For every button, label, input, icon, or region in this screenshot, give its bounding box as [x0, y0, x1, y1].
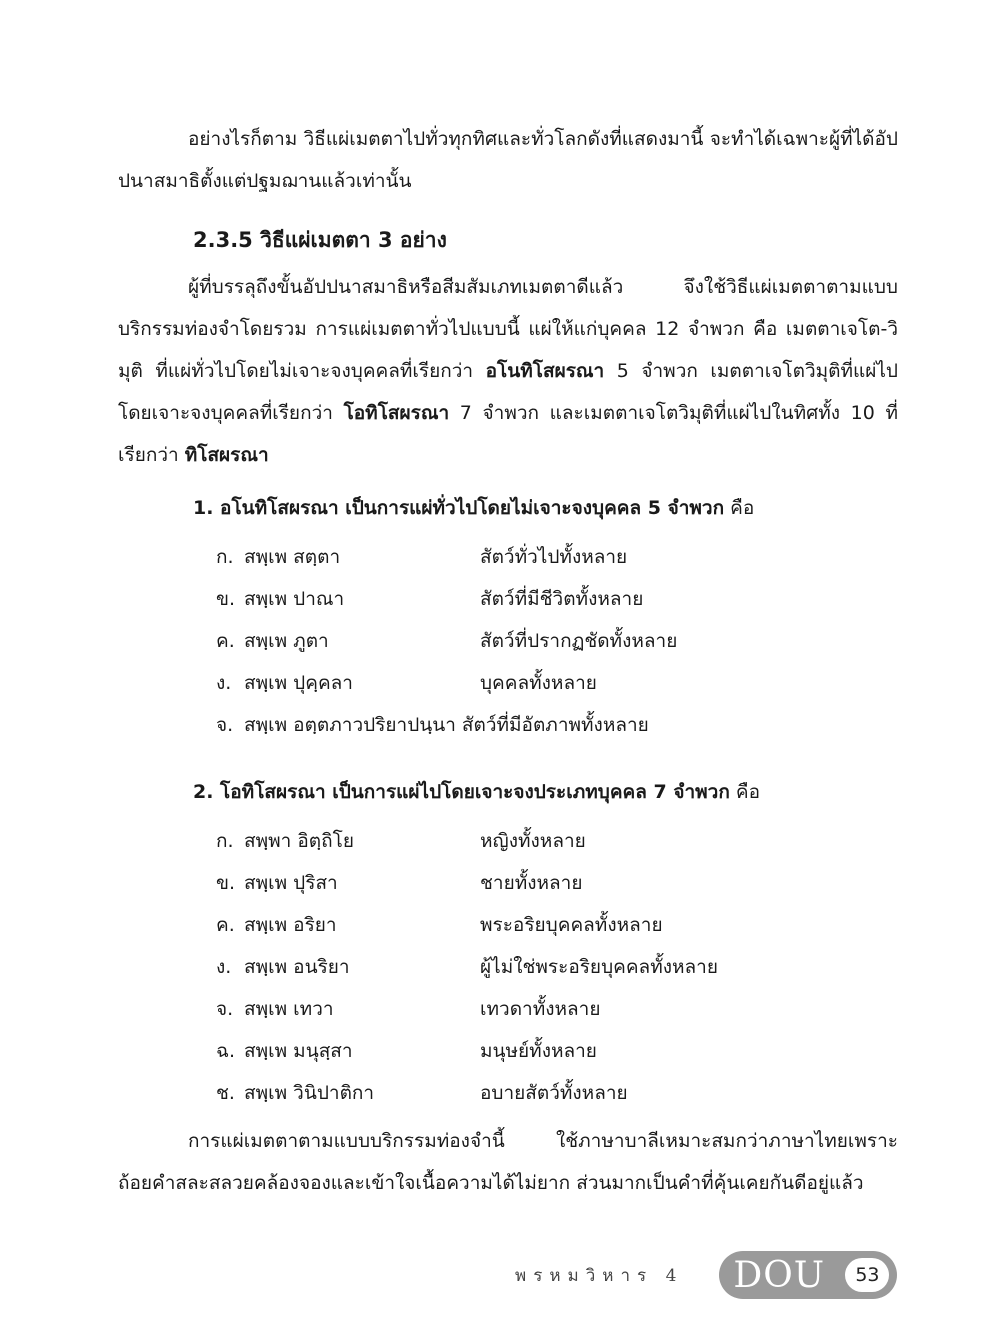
list-item	[216, 578, 898, 620]
item-meaning: บุคคลทั้งหลาย	[480, 672, 597, 694]
item-pali: สพฺเพ ปุริสา	[244, 872, 338, 894]
item-letter: ข.	[216, 588, 236, 610]
item-meaning: พระอริยบุคคลทั้งหลาย	[480, 914, 663, 936]
list-item	[216, 862, 898, 904]
list-item	[216, 904, 898, 946]
list-item	[216, 1030, 898, 1072]
item-pali: สพฺเพ อริยา	[244, 914, 337, 936]
item-meaning: หญิงทั้งหลาย	[480, 830, 586, 852]
item-letter: ช.	[216, 1082, 235, 1104]
item-meaning: มนุษย์ทั้งหลาย	[480, 1040, 597, 1062]
list-item	[216, 662, 898, 704]
item-letter: ก.	[216, 830, 234, 852]
subsection-1-title-bold: 1. อโนทิโสผรณา เป็นการแผ่ทั่วไปโดยไม่เจาะจงบุคคล 5 จำพวก	[193, 497, 725, 519]
page-number: 53	[845, 1258, 889, 1292]
section-heading: 2.3.5 วิธีแผ่เมตตา 3 อย่าง	[193, 228, 447, 252]
item-pali: สพฺเพ ภูตา	[244, 630, 329, 652]
para-text-3: 7 จำพวก และเมตตาเจโตวิมุติที่แผ่ไปในทิศทั้ง 10 ที่เรียกว่า	[118, 402, 898, 466]
item-letter: จ.	[216, 998, 234, 1020]
dou-badge	[719, 1251, 897, 1299]
item-pali: สพฺพา อิตฺถิโย	[244, 830, 354, 852]
item-pali: สพฺเพ เทวา	[244, 998, 334, 1020]
list-item	[216, 988, 898, 1030]
list-item	[216, 1072, 898, 1114]
item-pali: สพฺเพ ปุคฺคลา	[244, 672, 353, 694]
item-pali: สพฺเพ สตฺตา	[244, 546, 341, 568]
list-item	[216, 704, 898, 746]
item-meaning: สัตว์ที่มีชีวิตทั้งหลาย	[480, 588, 644, 610]
item-letter: ข.	[216, 872, 236, 894]
page-body	[118, 118, 898, 1204]
item-letter: ค.	[216, 630, 235, 652]
method-paragraph	[118, 266, 898, 476]
list-odhiso	[216, 820, 898, 1114]
item-meaning: อบายสัตว์ทั้งหลาย	[480, 1082, 628, 1104]
item-meaning: ผู้ไม่ใช่พระอริยบุคคลทั้งหลาย	[480, 956, 718, 978]
para-term-anodhiso: อโนทิโสผรณา	[485, 360, 605, 382]
item-letter: ก.	[216, 546, 234, 568]
list-item	[216, 536, 898, 578]
item-meaning: สัตว์ทั่วไปทั้งหลาย	[480, 546, 628, 568]
item-letter: ค.	[216, 914, 235, 936]
list-item	[216, 946, 898, 988]
dou-logo: DOU	[733, 1255, 826, 1296]
subsection-2-suffix: คือ	[729, 781, 761, 803]
item-meaning: สัตว์ที่มีอัตภาพทั้งหลาย	[461, 714, 649, 736]
para-text-1: ผู้ที่บรรลุถึงขั้นอัปปนาสมาธิหรือสีมสัมเภทเมตตาดีแล้ว จึงใช้วิธีแผ่เมตตาตามแบบบริกรรมท่องจำโดยรวม การแผ่เมตตาทั่วไปแบบนี้ แผ่ให้แก่บุคคล 12 จำพวก คือ เมตตาเจโต-วิมุติ ที่แผ่ทั่วไปโดยไม่เจาะจงบุคคลที่เรียกว่า	[118, 276, 898, 382]
para-term-odhiso: โอทิโสผรณา	[343, 402, 450, 424]
item-letter: ฉ.	[216, 1040, 235, 1062]
item-pali: สพฺเพ อนริยา	[244, 956, 350, 978]
page-footer	[515, 1250, 897, 1300]
footer-book-title: พรหมวิหาร 4	[515, 1265, 684, 1286]
closing-paragraph: การแผ่เมตตาตามแบบบริกรรมท่องจำนี้ ใช้ภาษาบาลีเหมาะสมกว่าภาษาไทยเพราะถ้อยคำสละสลวยคล้องจองและเข้าใจเนื้อความได้ไม่ยาก ส่วนมากเป็นคำที่คุ้นเคยกันดีอยู่แล้ว	[118, 1130, 898, 1194]
item-pali: สพฺเพ ปาณา	[244, 588, 345, 610]
item-meaning: เทวดาทั้งหลาย	[480, 998, 601, 1020]
subsection-1-suffix: คือ	[724, 497, 755, 519]
item-letter: จ.	[216, 714, 234, 736]
para-text-2: 5 จำพวก เมตตาเจโตวิมุติที่แผ่ไปโดยเจาะจงบุคคลที่เรียกว่า	[118, 360, 898, 424]
item-letter: ง.	[216, 672, 232, 694]
list-item	[216, 620, 898, 662]
item-letter: ง.	[216, 956, 232, 978]
item-pali: สพฺเพ วินิปาติกา	[244, 1082, 375, 1104]
subsection-2-title	[193, 772, 898, 812]
list-item	[216, 820, 898, 862]
subsection-2-title-bold: 2. โอทิโสผรณา เป็นการแผ่ไปโดยเจาะจงประเภทบุคคล 7 จำพวก	[193, 781, 730, 803]
subsection-1-title	[193, 488, 898, 528]
intro-paragraph: อย่างไรก็ตาม วิธีแผ่เมตตาไปทั่วทุกทิศและทั่วโลกดังที่แสดงมานี้ จะทำได้เฉพาะผู้ที่ได้อัปปนาสมาธิตั้งแต่ปฐมฌานแล้วเท่านั้น	[118, 128, 898, 192]
item-pali: สพฺเพ มนุสฺสา	[244, 1040, 353, 1062]
list-anodhiso	[216, 536, 898, 746]
item-pali: สพฺเพ อตฺตภาวปริยาปนฺนา	[244, 714, 456, 736]
item-meaning: สัตว์ที่ปรากฏชัดทั้งหลาย	[480, 630, 678, 652]
item-meaning: ชายทั้งหลาย	[480, 872, 583, 894]
para-term-disa: ทิโสผรณา	[184, 444, 269, 466]
